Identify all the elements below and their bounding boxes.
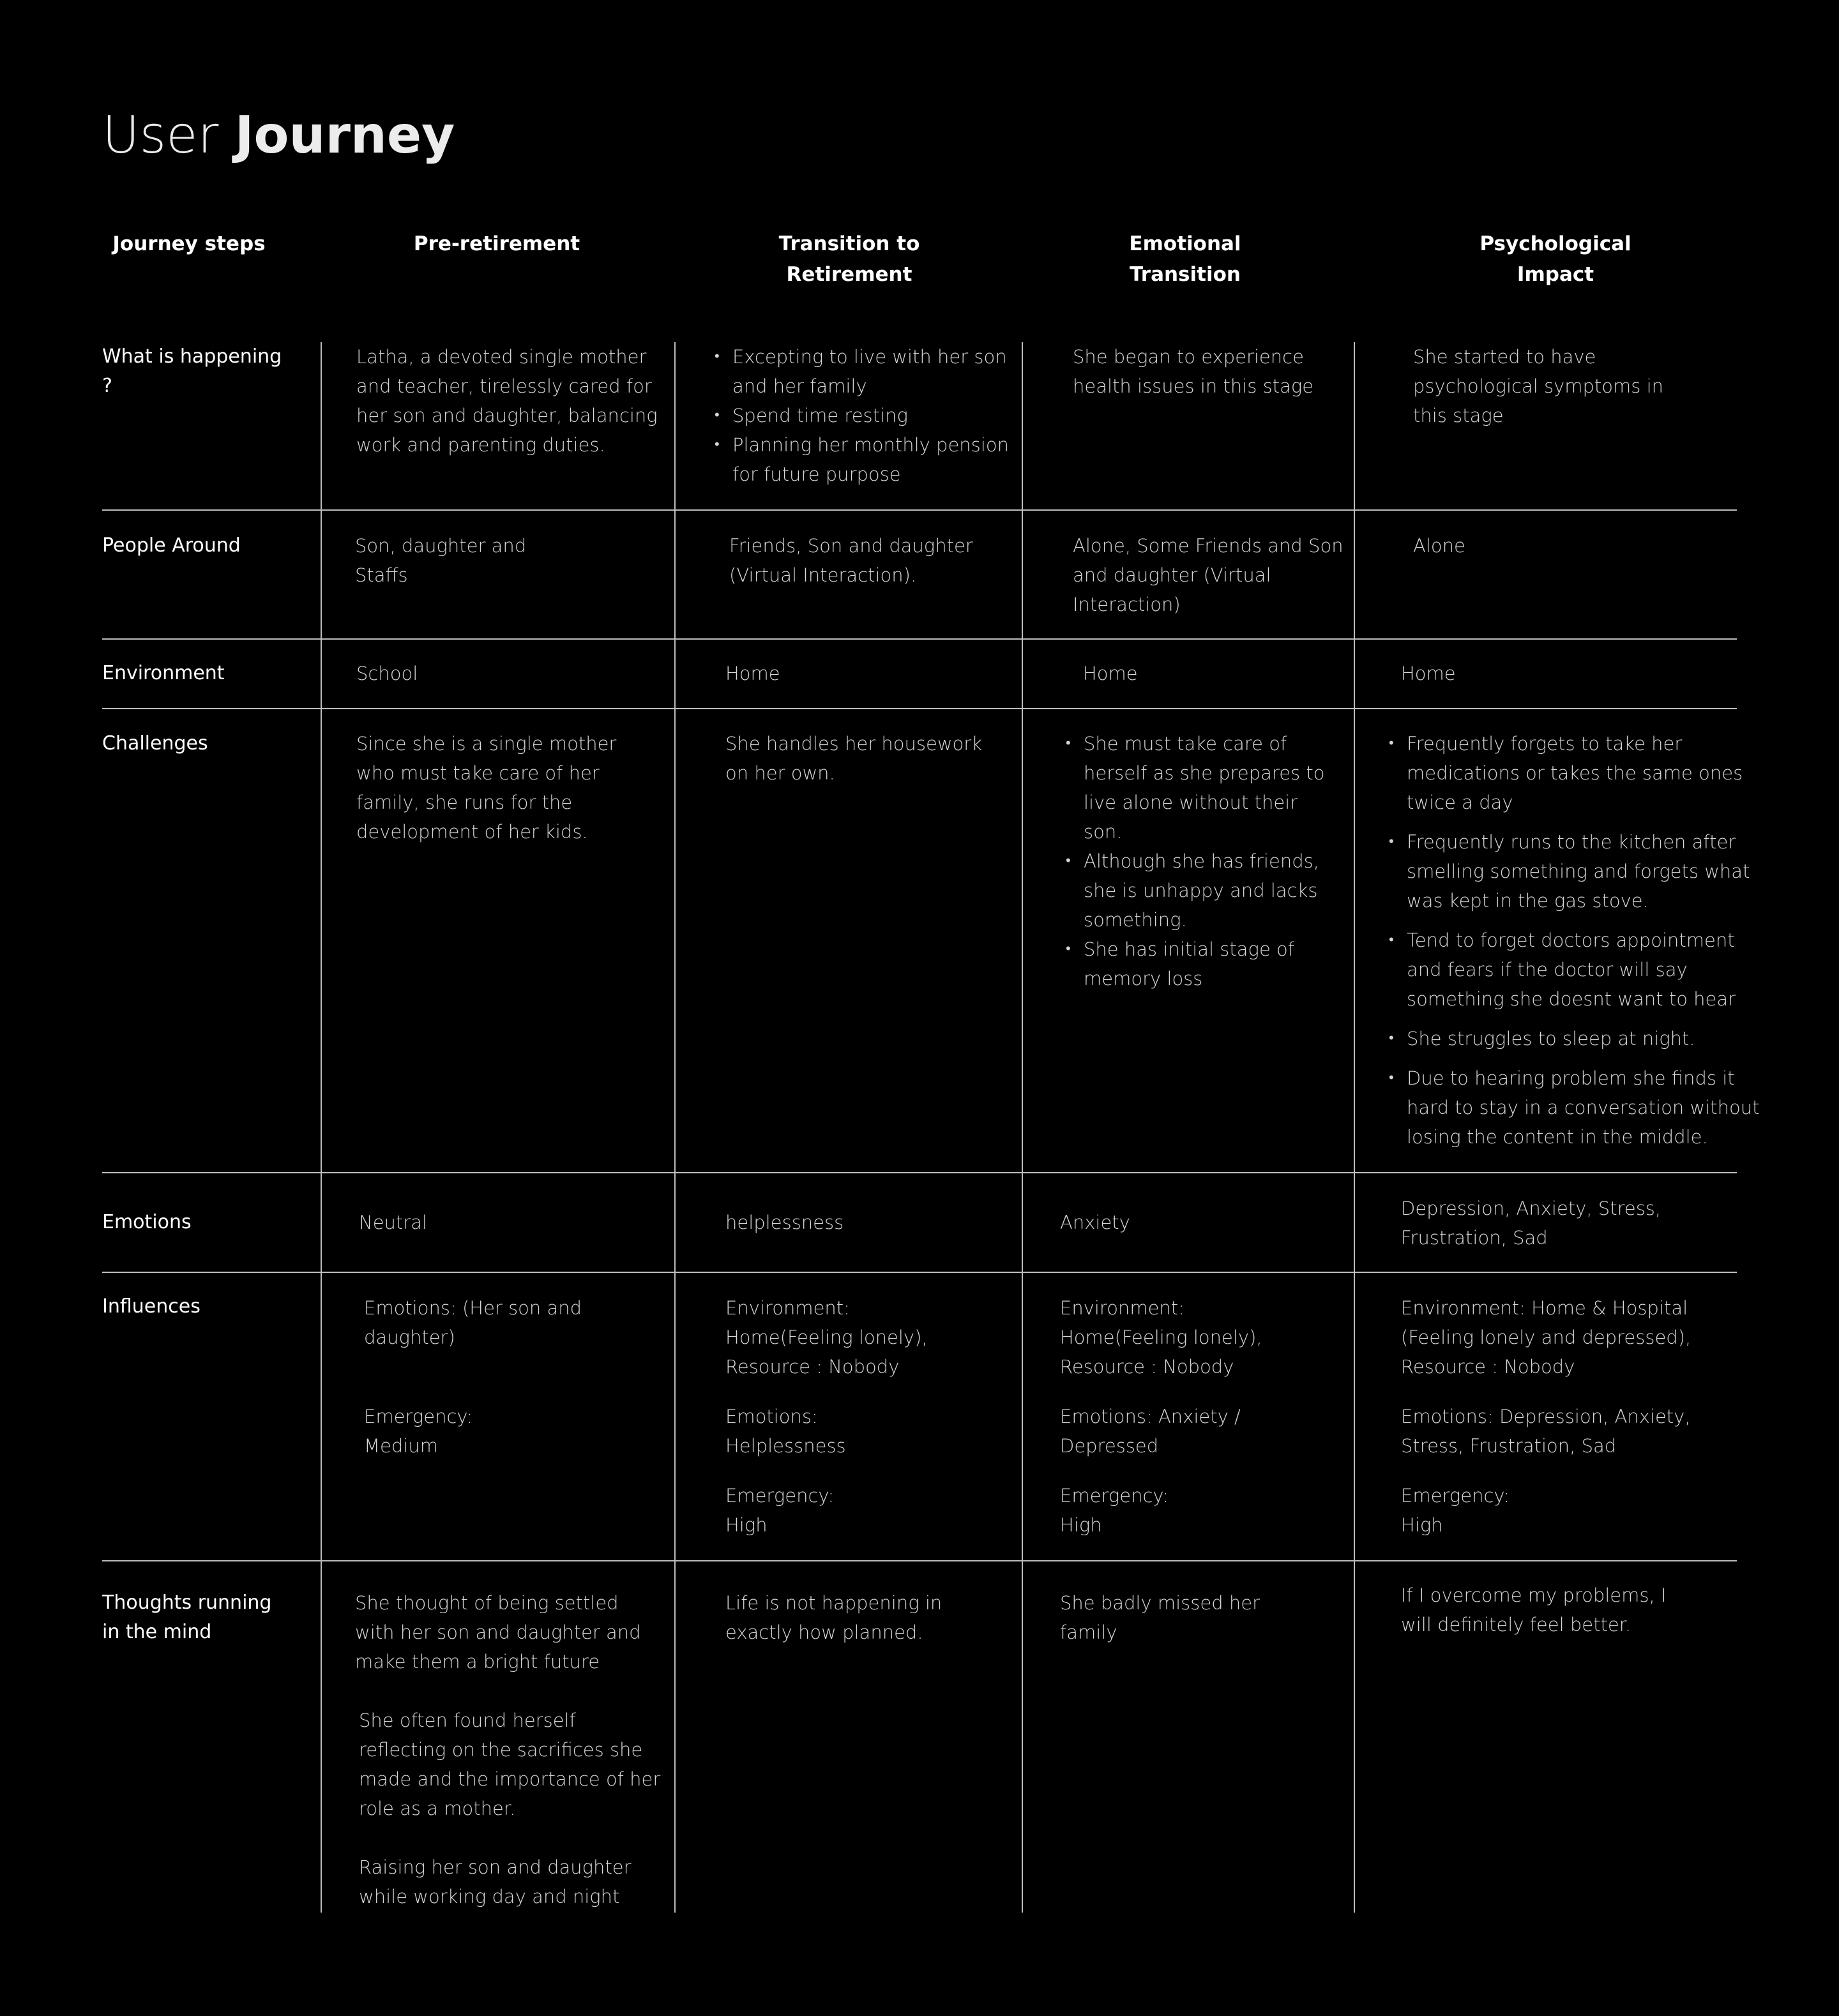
cell-challenges-pre: Since she is a single mother who must take care of her family, she runs for the development of her kids. [356, 733, 617, 843]
cell-people-psych: Alone [1413, 535, 1465, 557]
row-label-thoughts: Thoughts running in the mind [102, 1591, 272, 1643]
cell-environment-transition: Home [725, 663, 780, 684]
cell-challenges-transition: She handles her housework on her own. [725, 733, 983, 784]
list-item: • Spend time resting [715, 401, 1009, 430]
row-divider [102, 1272, 1737, 1273]
row-label-influences: Influences [102, 1295, 201, 1318]
influence-block: Emergency: High [1401, 1485, 1510, 1536]
influence-block: Emergency: High [725, 1485, 835, 1536]
column-divider [1354, 342, 1355, 1913]
title-bold: Journey [234, 105, 455, 165]
list-item: • Although she has friends, she is unhappy and lacks something. [1066, 846, 1325, 935]
header-transition-to-retirement: Transition to Retirement [778, 232, 920, 286]
column-divider [1022, 342, 1023, 1913]
cell-people-emotional: Alone, Some Friends and Son and daughter (Virtual Interaction) [1073, 535, 1343, 615]
thought-block: She thought of being settled with her son and daughter and make them a bright future [355, 1592, 641, 1673]
list-item: • Excepting to live with her son and her family [715, 342, 1009, 401]
cell-environment-emotional: Home [1083, 663, 1138, 684]
influence-block: Emotions: Anxiety / Depressed [1060, 1406, 1241, 1457]
cell-influences-emotional [1060, 1293, 1262, 1540]
page-title [102, 107, 455, 163]
cell-environment-psych: Home [1401, 663, 1456, 684]
cell-happening-transition [715, 342, 1009, 489]
thought-block: Raising her son and daughter while working day and night [359, 1856, 632, 1907]
row-label-challenges: Challenges [102, 732, 208, 755]
influence-block: Emotions: (Her son and daughter) [364, 1297, 582, 1348]
list-item: • Frequently forgets to take her medications or takes the same ones twice a day [1389, 729, 1759, 817]
cell-environment-pre: School [356, 663, 418, 684]
row-divider [102, 509, 1737, 511]
influence-block: Environment: Home(Feeling lonely), Resource : Nobody [1060, 1297, 1262, 1378]
cell-challenges-psych [1389, 729, 1759, 1152]
list-item: • She must take care of herself as she prepares to live alone without their son. [1066, 729, 1325, 846]
cell-people-transition: Friends, Son and daughter (Virtual Interaction). [729, 535, 973, 586]
cell-challenges-emotional [1066, 729, 1325, 993]
row-label-people-around: People Around [102, 534, 241, 557]
row-label-emotions: Emotions [102, 1211, 192, 1233]
influence-block: Emergency: Medium [364, 1406, 473, 1457]
list-item: • Due to hearing problem she finds it hard to stay in a conversation without losing the content in the middle. [1389, 1064, 1759, 1152]
header-pre-retirement: Pre-retirement [413, 232, 580, 255]
influence-block: Environment: Home & Hospital (Feeling lonely and depressed), Resource : Nobody [1401, 1297, 1691, 1378]
influence-block: Emotions: Helplessness [725, 1406, 846, 1457]
cell-thoughts-psych: If I overcome my problems, I will definitely feel better. [1401, 1584, 1667, 1636]
cell-happening-psych: She started to have psychological symptoms in this stage [1413, 346, 1664, 426]
cell-happening-emotional: She began to experience health issues in this stage [1073, 346, 1314, 397]
cell-emotions-pre: Neutral [359, 1212, 428, 1233]
list-item: • Planning her monthly pension for future purpose [715, 430, 1009, 489]
cell-emotions-transition: helplessness [725, 1212, 844, 1233]
cell-influences-transition [725, 1293, 928, 1540]
header-psychological-impact: Psychological Impact [1480, 232, 1631, 286]
cell-happening-pre: Latha, a devoted single mother and teacher, tirelessly cared for her son and daughter, balancing work and parenting duties. [356, 346, 658, 456]
list-item: • She struggles to sleep at night. [1389, 1024, 1759, 1053]
list-item: • She has initial stage of memory loss [1066, 935, 1325, 993]
cell-thoughts-pre [355, 1588, 660, 1911]
row-divider [102, 708, 1737, 709]
thought-block: She often found herself reflecting on the sacrifices she made and the importance of her role as a mother. [359, 1710, 661, 1819]
list-item: • Frequently runs to the kitchen after smelling something and forgets what was kept in the gas stove. [1389, 827, 1759, 915]
cell-people-pre: Son, daughter and Staffs [355, 535, 527, 586]
row-label-what-is-happening: What is happening ? [102, 345, 282, 397]
influence-block: Environment: Home(Feeling lonely), Resource : Nobody [725, 1297, 928, 1378]
row-divider [102, 638, 1737, 640]
column-divider [674, 342, 676, 1913]
header-emotional-transition: Emotional Transition [1129, 232, 1241, 286]
cell-influences-psych [1401, 1293, 1691, 1540]
cell-thoughts-transition: Life is not happening in exactly how planned. [725, 1592, 942, 1643]
title-light: User [102, 105, 219, 165]
cell-thoughts-emotional: She badly missed her family [1060, 1592, 1260, 1643]
cell-emotions-emotional: Anxiety [1060, 1212, 1130, 1233]
header-journey-steps: Journey steps [112, 232, 266, 255]
row-label-environment: Environment [102, 662, 225, 684]
influence-block: Emotions: Depression, Anxiety, Stress, Frustration, Sad [1401, 1406, 1691, 1457]
row-divider [102, 1560, 1737, 1561]
cell-influences-pre [364, 1293, 582, 1461]
list-item: • Tend to forget doctors appointment and fears if the doctor will say something she doesnt want to hear [1389, 926, 1759, 1014]
cell-emotions-psych: Depression, Anxiety, Stress, Frustration, Sad [1401, 1198, 1661, 1249]
row-divider [102, 1172, 1737, 1173]
column-divider [321, 342, 322, 1913]
influence-block: Emergency: High [1060, 1485, 1169, 1536]
